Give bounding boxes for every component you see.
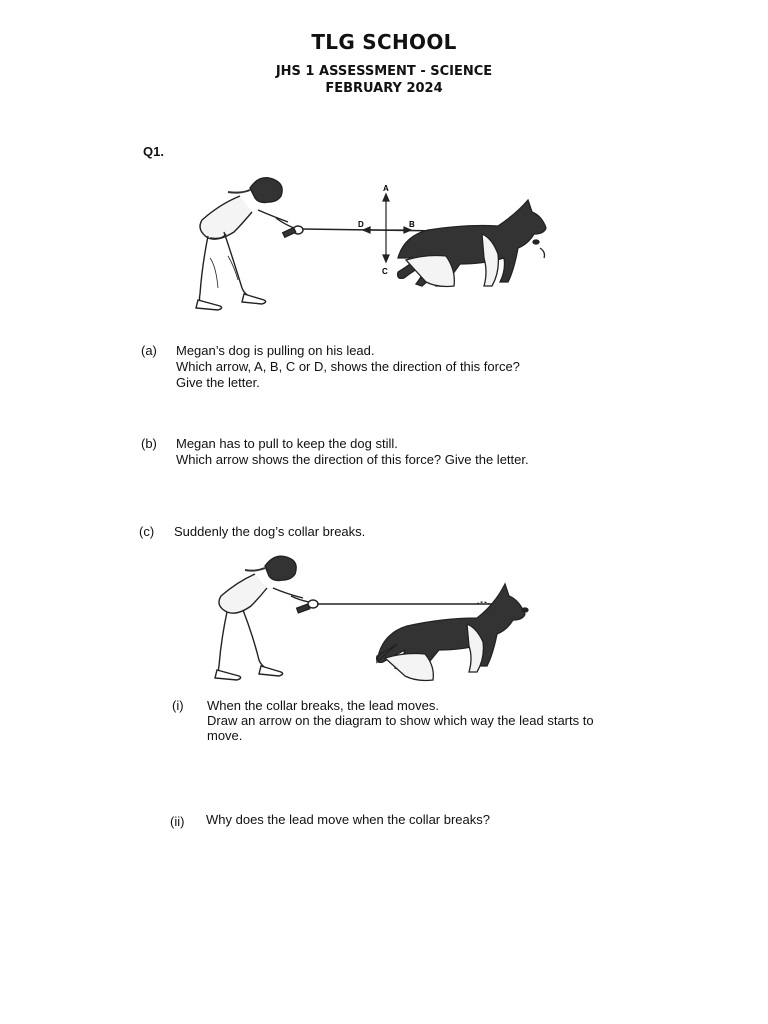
part-c-i-line-1: When the collar breaks, the lead moves. <box>207 698 439 713</box>
assessment-title: JHS 1 ASSESSMENT - SCIENCE <box>275 64 493 79</box>
figure-collar-breaks <box>205 552 560 687</box>
arrow-label-a: A <box>383 184 389 193</box>
part-c-i-line-3: move. <box>207 728 243 743</box>
figure-girl-and-dog-with-arrows <box>180 168 560 318</box>
part-b-label: (b) <box>141 436 157 451</box>
part-a-line-1: Megan’s dog is pulling on his lead. <box>176 343 375 358</box>
part-c-line-1: Suddenly the dog’s collar breaks. <box>174 524 366 539</box>
part-c-i-line-2: Draw an arrow on the diagram to show which way the lead starts to <box>207 713 594 728</box>
question-label: Q1. <box>143 144 164 159</box>
school-title: TLG SCHOOL <box>311 30 457 54</box>
arrow-label-b: B <box>409 220 415 229</box>
part-b-line-1: Megan has to pull to keep the dog still. <box>176 436 398 451</box>
part-a-line-2: Which arrow, A, B, C or D, shows the direction of this force? <box>176 359 520 374</box>
part-c-label: (c) <box>139 524 155 539</box>
part-c-ii-line-1: Why does the lead move when the collar breaks? <box>206 812 490 827</box>
dog-figure-2 <box>377 584 528 681</box>
part-a-line-3: Give the letter. <box>176 375 260 390</box>
girl-figure <box>196 178 303 310</box>
assessment-date: FEBRUARY 2024 <box>325 81 443 96</box>
girl-figure-2 <box>215 556 318 680</box>
part-c-i-label: (i) <box>172 698 184 713</box>
dog-figure <box>398 200 546 287</box>
arrow-label-c: C <box>382 267 388 276</box>
arrow-label-d: D <box>358 220 364 229</box>
part-c-ii-label: (ii) <box>170 814 185 829</box>
part-a-label: (a) <box>141 343 157 358</box>
part-b-line-2: Which arrow shows the direction of this force? Give the letter. <box>176 452 529 467</box>
